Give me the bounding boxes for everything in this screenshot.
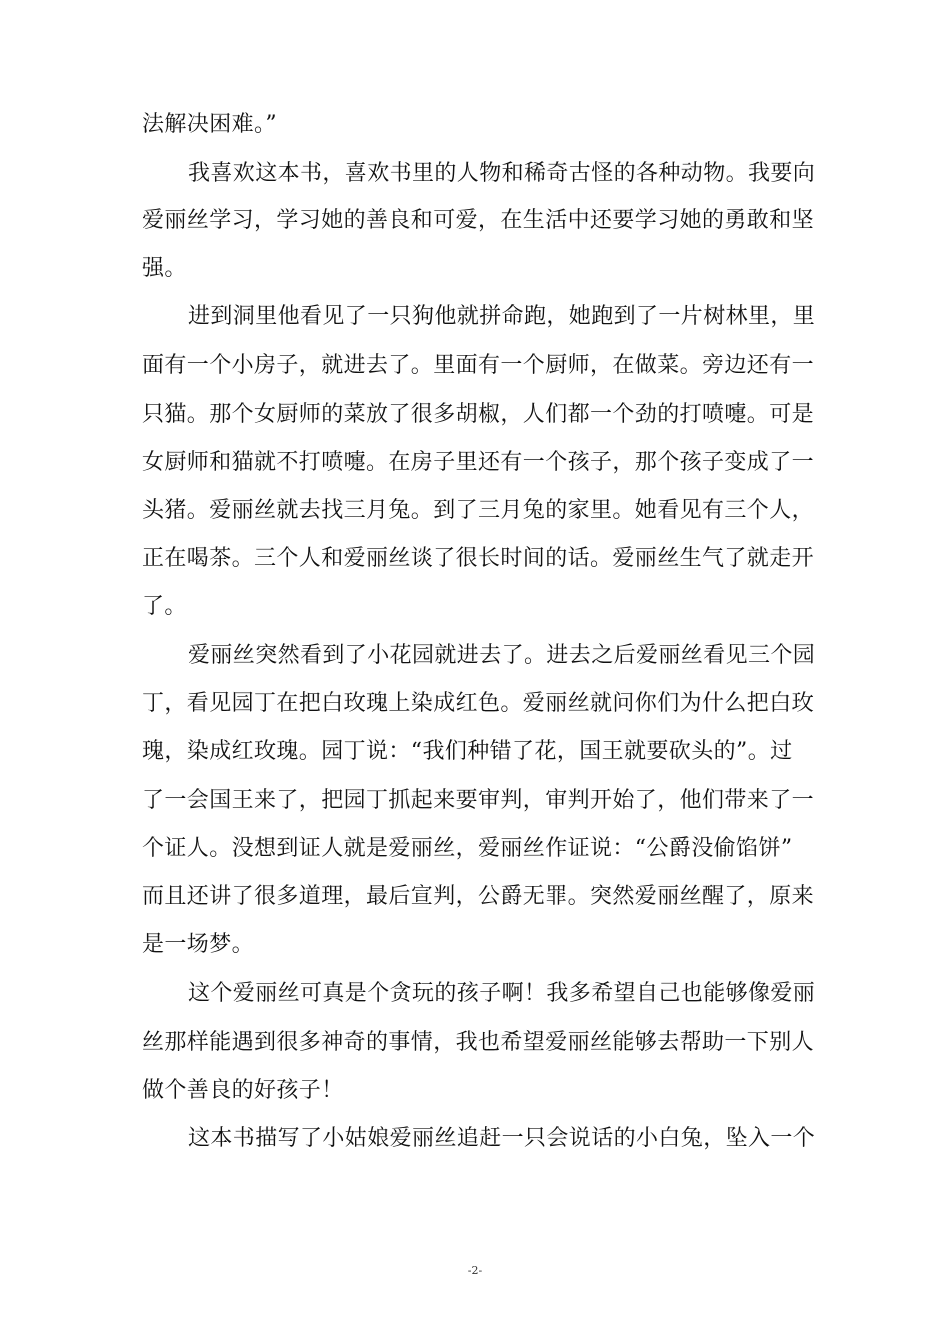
text-line: 了一会国王来了，把园丁抓起来要审判，审判开始了，他们带来了一 [142,788,815,813]
text-line: 爱丽丝学习，学习她的善良和可爱，在生活中还要学习她的勇敢和坚 [142,208,815,233]
paragraph-first-line: 这个爱丽丝可真是个贪玩的孩子啊！我多希望自己也能够像爱丽 [188,981,816,1006]
text-line: 丝那样能遇到很多神奇的事情，我也希望爱丽丝能够去帮助一下别人 [142,1030,815,1055]
text-line: 而且还讲了很多道理，最后宣判，公爵无罪。突然爱丽丝醒了，原来 [142,884,815,909]
text-line: 个证人。没想到证人就是爱丽丝，爱丽丝作证说：“公爵没偷馅饼” [142,836,793,861]
text-line: 强。 [142,256,187,281]
text-line: 正在喝茶。三个人和爱丽丝谈了很长时间的话。爱丽丝生气了就走开 [142,546,815,571]
text-line: 了。 [142,594,187,619]
text-line: 丁，看见园丁在把白玫瑰上染成红色。爱丽丝就问你们为什么把白玫 [142,691,815,716]
paragraph-first-line: 进到洞里他看见了一只狗他就拼命跑，她跑到了一片树林里，里 [188,304,816,329]
text-line: 头猪。爱丽丝就去找三月兔。到了三月兔的家里。她看见有三个人， [142,498,815,523]
page-number: -2- [467,1264,483,1277]
paragraph-first-line: 爱丽丝突然看到了小花园就进去了。进去之后爱丽丝看见三个园 [188,643,816,668]
text-line: 法解决困难。” [142,112,278,137]
paragraph-first-line: 这本书描写了小姑娘爱丽丝追赶一只会说话的小白兔，坠入一个 [188,1126,816,1151]
text-line: 是一场梦。 [142,932,255,957]
text-line: 瑰，染成红玫瑰。园丁说：“我们种错了花，国王就要砍头的”。过 [142,739,793,764]
text-line: 做个善良的好孩子！ [142,1078,344,1103]
paragraph-first-line: 我喜欢这本书，喜欢书里的人物和稀奇古怪的各种动物。我要向 [188,161,816,186]
text-line: 女厨师和猫就不打喷嚏。在房子里还有一个孩子，那个孩子变成了一 [142,450,815,475]
text-line: 面有一个小房子，就进去了。里面有一个厨师，在做菜。旁边还有一 [142,353,815,378]
text-line: 只猫。那个女厨师的菜放了很多胡椒，人们都一个劲的打喷嚏。可是 [142,402,815,427]
